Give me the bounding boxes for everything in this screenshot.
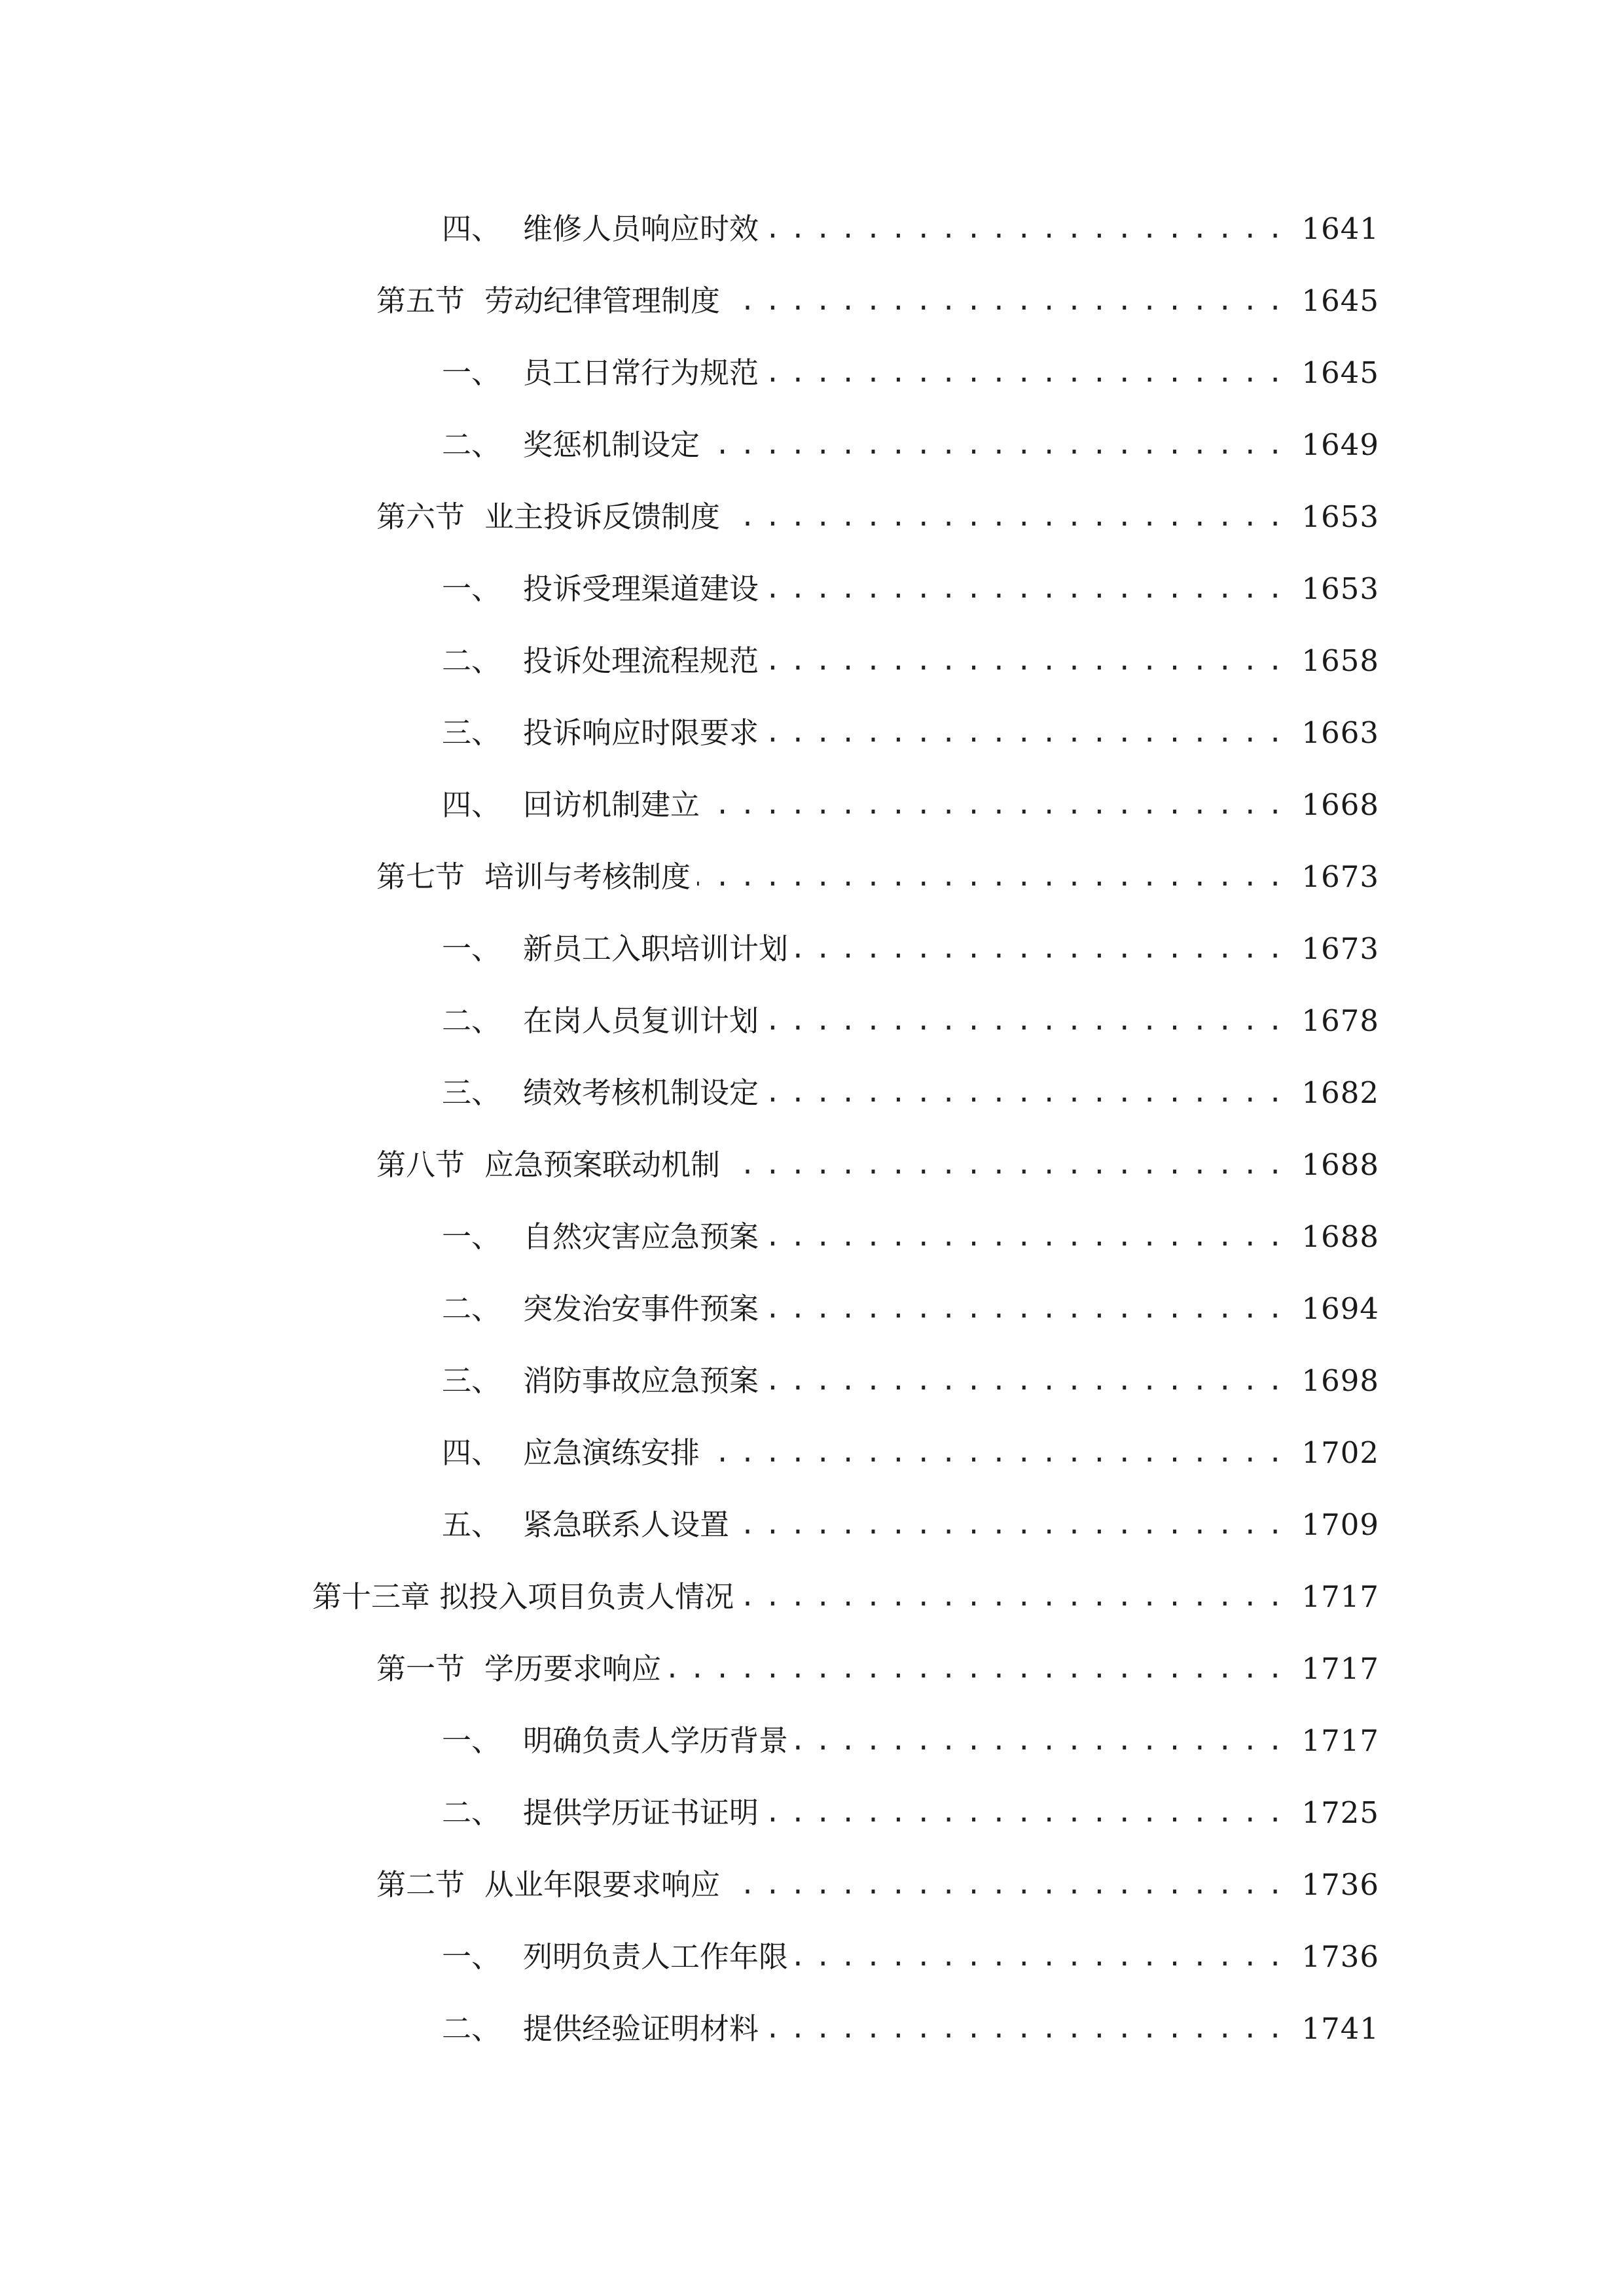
dot-leader xyxy=(697,848,1292,906)
toc-entry-number: 五、 xyxy=(442,1507,501,1542)
toc-entry[interactable] xyxy=(442,632,1379,691)
toc-entry-page: 1673 xyxy=(1301,859,1379,894)
toc-entry-page: 1682 xyxy=(1301,1075,1379,1110)
toc-entry-number: 第八节 xyxy=(376,1147,465,1182)
toc-entry-title: 紧急联系人设置 xyxy=(523,1507,730,1542)
dot-leader xyxy=(727,272,1292,331)
toc-entry-number: 第六节 xyxy=(376,499,465,534)
toc-entry-title: 业主投诉反馈制度 xyxy=(484,499,721,534)
toc-entry[interactable] xyxy=(376,1640,1379,1698)
dot-leader xyxy=(736,1496,1292,1554)
dot-leader xyxy=(765,2000,1292,2058)
toc-entry-number: 三、 xyxy=(442,1363,501,1398)
toc-entry-title: 培训与考核制度 xyxy=(484,859,691,894)
toc-entry-page: 1698 xyxy=(1301,1363,1379,1398)
toc-entry[interactable] xyxy=(376,272,1379,331)
toc-entry[interactable] xyxy=(442,1712,1379,1770)
dot-leader xyxy=(765,200,1292,259)
toc-entry[interactable] xyxy=(442,1424,1379,1482)
toc-entry[interactable] xyxy=(442,1280,1379,1338)
toc-entry-number: 四、 xyxy=(442,211,501,246)
toc-entry-title: 劳动纪律管理制度 xyxy=(484,283,721,318)
dot-leader xyxy=(765,1208,1292,1266)
toc-entry-title: 明确负责人学历背景 xyxy=(523,1723,789,1758)
toc-entry-page: 1653 xyxy=(1301,499,1379,534)
dot-leader xyxy=(765,1784,1292,1842)
toc-entry[interactable] xyxy=(376,1856,1379,1914)
toc-entry-title: 新员工入职培训计划 xyxy=(523,931,789,966)
toc-entry-number: 一、 xyxy=(442,1723,501,1758)
toc-entry-number: 第一节 xyxy=(376,1651,465,1686)
dot-leader xyxy=(765,704,1292,762)
dot-leader xyxy=(765,344,1292,403)
toc-entry-page: 1736 xyxy=(1301,1867,1379,1902)
toc-entry-title: 自然灾害应急预案 xyxy=(523,1219,759,1254)
toc-entry-page: 1673 xyxy=(1301,931,1379,966)
dot-leader xyxy=(706,416,1292,475)
toc-entry-page: 1694 xyxy=(1301,1291,1379,1326)
toc-entry-title: 提供学历证书证明 xyxy=(523,1795,759,1830)
toc-entry-number: 二、 xyxy=(442,643,501,678)
toc-entry-title: 应急演练安排 xyxy=(523,1435,700,1470)
toc-entry-number: 三、 xyxy=(442,715,501,750)
dot-leader xyxy=(727,488,1292,547)
toc-entry-page: 1668 xyxy=(1301,787,1379,822)
toc-entry-number: 三、 xyxy=(442,1075,501,1110)
toc-entry-title: 维修人员响应时效 xyxy=(523,211,759,246)
dot-leader xyxy=(765,1064,1292,1122)
toc-entry[interactable] xyxy=(442,1208,1379,1266)
toc-entry-title: 在岗人员复训计划 xyxy=(523,1003,759,1038)
toc-entry-number: 一、 xyxy=(442,571,501,606)
toc-entry[interactable] xyxy=(442,1064,1379,1122)
toc-entry[interactable] xyxy=(442,776,1379,834)
toc-entry-title: 投诉受理渠道建设 xyxy=(523,571,759,606)
toc-entry-number: 一、 xyxy=(442,931,501,966)
toc-entry-title: 投诉响应时限要求 xyxy=(523,715,759,750)
toc-entry-title: 员工日常行为规范 xyxy=(523,355,759,390)
toc-entry[interactable] xyxy=(442,1352,1379,1410)
toc-entry-title: 从业年限要求响应 xyxy=(484,1867,721,1902)
toc-entry-number: 一、 xyxy=(442,1939,501,1974)
toc-entry[interactable] xyxy=(442,200,1379,259)
toc-entry-number: 四、 xyxy=(442,787,501,822)
toc-entry-page: 1725 xyxy=(1301,1795,1379,1830)
dot-leader xyxy=(765,1352,1292,1410)
toc-entry[interactable] xyxy=(376,848,1379,906)
toc-entry[interactable] xyxy=(442,704,1379,762)
toc-entry-number: 二、 xyxy=(442,427,501,462)
toc-entry-title: 列明负责人工作年限 xyxy=(523,1939,789,1974)
toc-entry-title: 奖惩机制设定 xyxy=(523,427,700,462)
dot-leader xyxy=(706,1424,1292,1482)
toc-entry[interactable] xyxy=(442,344,1379,403)
toc-entry-page: 1663 xyxy=(1301,715,1379,750)
dot-leader xyxy=(765,1280,1292,1338)
toc-entry[interactable] xyxy=(376,1136,1379,1194)
toc-entry-number: 四、 xyxy=(442,1435,501,1470)
toc-entry-page: 1717 xyxy=(1301,1723,1379,1758)
toc-entry-number: 二、 xyxy=(442,1291,501,1326)
dot-leader xyxy=(765,560,1292,619)
toc-entry[interactable] xyxy=(442,2000,1379,2058)
toc-entry-number: 一、 xyxy=(442,355,501,390)
dot-leader xyxy=(765,992,1292,1050)
toc-entry-page: 1653 xyxy=(1301,571,1379,606)
toc-entry[interactable] xyxy=(442,1496,1379,1554)
toc-entry-title: 提供经验证明材料 xyxy=(523,2011,759,2046)
toc-entry-page: 1641 xyxy=(1301,211,1379,246)
toc-entry-page: 1717 xyxy=(1301,1579,1379,1614)
toc-entry-title: 投诉处理流程规范 xyxy=(523,643,759,678)
toc-entry[interactable] xyxy=(442,992,1379,1050)
dot-leader xyxy=(668,1640,1292,1698)
toc-entry-chapter[interactable] xyxy=(312,1568,1379,1626)
toc-entry-page: 1709 xyxy=(1301,1507,1379,1542)
toc-entry-title: 回访机制建立 xyxy=(523,787,700,822)
toc-entry[interactable] xyxy=(442,560,1379,619)
toc-entry-title: 消防事故应急预案 xyxy=(523,1363,759,1398)
toc-entry-number: 二、 xyxy=(442,1795,501,1830)
toc-entry[interactable] xyxy=(442,416,1379,475)
toc-entry-number: 二、 xyxy=(442,1003,501,1038)
dot-leader xyxy=(795,1712,1292,1770)
dot-leader xyxy=(740,1568,1292,1626)
toc-entry-number: 一、 xyxy=(442,1219,501,1254)
toc-entry-title: 突发治安事件预案 xyxy=(523,1291,759,1326)
toc-entry-page: 1717 xyxy=(1301,1651,1379,1686)
dot-leader xyxy=(765,632,1292,691)
toc-entry-number: 第七节 xyxy=(376,859,465,894)
toc-entry-page: 1741 xyxy=(1301,2011,1379,2046)
toc-entry-page: 1645 xyxy=(1301,283,1379,318)
toc-entry-title: 第十三章 拟投入项目负责人情况 xyxy=(312,1579,734,1614)
toc-entry-title: 绩效考核机制设定 xyxy=(523,1075,759,1110)
toc-entry-page: 1658 xyxy=(1301,643,1379,678)
toc-entry-page: 1678 xyxy=(1301,1003,1379,1038)
toc-entry-page: 1649 xyxy=(1301,427,1379,462)
dot-leader xyxy=(795,920,1292,978)
toc-entry[interactable] xyxy=(442,920,1379,978)
toc-entry-page: 1702 xyxy=(1301,1435,1379,1470)
toc-entry-page: 1736 xyxy=(1301,1939,1379,1974)
toc-entry[interactable] xyxy=(442,1784,1379,1842)
toc-entry-title: 学历要求响应 xyxy=(484,1651,662,1686)
dot-leader xyxy=(795,1928,1292,1986)
toc-entry-number: 第二节 xyxy=(376,1867,465,1902)
toc-entry-number: 二、 xyxy=(442,2011,501,2046)
dot-leader xyxy=(727,1856,1292,1914)
toc-entry-title: 应急预案联动机制 xyxy=(484,1147,721,1182)
toc-entry-page: 1688 xyxy=(1301,1219,1379,1254)
toc-entry[interactable] xyxy=(442,1928,1379,1986)
dot-leader xyxy=(727,1136,1292,1194)
toc-entry-page: 1645 xyxy=(1301,355,1379,390)
toc-entry-page: 1688 xyxy=(1301,1147,1379,1182)
dot-leader xyxy=(706,776,1292,834)
toc-entry[interactable] xyxy=(376,488,1379,547)
toc-entry-number: 第五节 xyxy=(376,283,465,318)
